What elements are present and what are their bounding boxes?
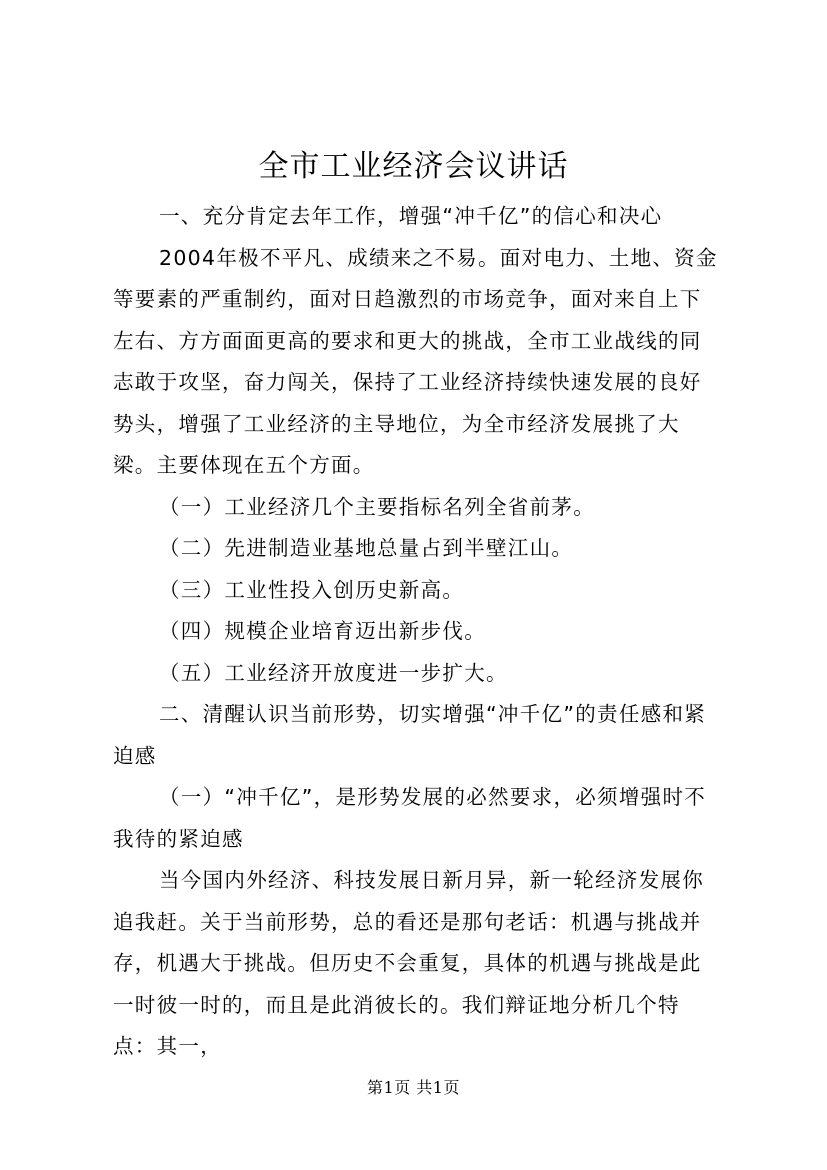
page-footer: 第1页 共1页 xyxy=(367,1078,460,1097)
list-item-3: （三）工业性投入创历史新高。 xyxy=(159,577,465,602)
section-heading-1: 一、充分肯定去年工作，增强“冲千亿”的信心和决心 xyxy=(159,204,663,228)
list-item-1: （一）工业经济几个主要指标名列全省前茅。 xyxy=(159,494,595,519)
list-item-2: （二）先进制造业基地总量占到半壁江山。 xyxy=(159,536,574,560)
paragraph-current-situation: 当今国内外经济、科技发展日新月异，新一轮经济发展你追我赶。关于当前形势，总的看还是那句老话：机遇与挑战并存，机遇大于挑战。但历史不会重复，具体的机遇与挑战是此一时彼一时的，而且是此消彼长的。我们辩证地分析几个特点：其一， xyxy=(113,868,704,1058)
document-title: 全市工业经济会议讲话 xyxy=(258,149,569,184)
subsection-heading-1: （一）“冲千亿”，是形势发展的必然要求，必须增强时不我待的紧迫感 xyxy=(113,785,707,851)
paragraph-2004-summary: 2004年极不平凡、成绩来之不易。面对电力、土地、资金等要素的严重制约，面对日趋激烈的市场竞争，面对来自上下左右、方方面面更高的要求和更大的挑战，全市工业战线的同志敢于攻坚，奋力闯关，保持了工业经济持续快速发展的良好势头，增强了工业经济的主导地位，为全市经济发展挑了大梁。主要体现在五个方面。 xyxy=(113,245,718,477)
list-item-5: （五）工业经济开放度进一步扩大。 xyxy=(159,660,508,685)
document-body xyxy=(113,196,723,1068)
section-heading-2: 二、清醒认识当前形势，切实增强“冲千亿”的责任感和紧迫感 xyxy=(113,702,707,768)
list-item-4: （四）规模企业培育迈出新步伐。 xyxy=(159,619,486,643)
